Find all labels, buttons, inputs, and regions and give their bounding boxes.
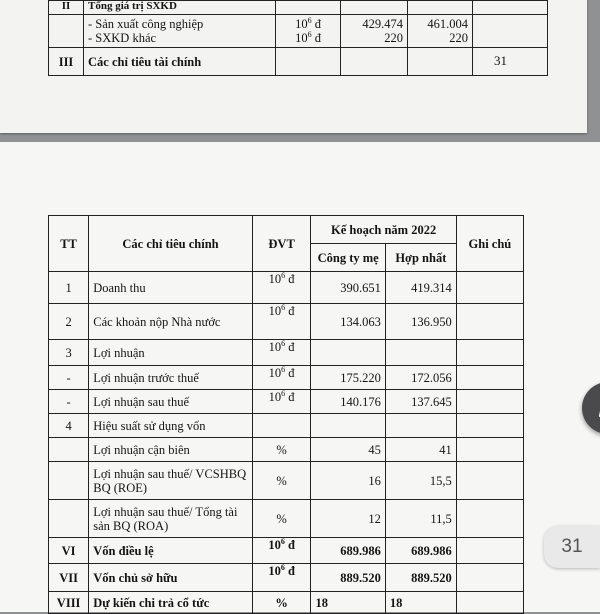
row-index	[49, 438, 89, 462]
unit-cell: $10^6$ đ	[252, 538, 311, 564]
parent-value	[311, 340, 385, 366]
row-index: -	[49, 366, 89, 390]
row-index: 4	[49, 414, 89, 438]
row-index: 1	[49, 272, 89, 304]
note-cell	[456, 592, 523, 614]
row-index: III	[49, 48, 84, 76]
note-cell	[456, 272, 523, 304]
header-consolidated: Hợp nhất	[385, 244, 456, 272]
consolidated-value: 18	[385, 592, 456, 614]
parent-value: 689.986	[311, 538, 385, 564]
table-row	[49, 500, 524, 538]
row-label-line: - Sản xuất công nghiệp	[88, 17, 204, 31]
header-note: Ghi chú	[456, 216, 523, 272]
header-parent: Công ty mẹ	[311, 244, 385, 272]
table-row	[49, 1, 548, 15]
consolidated-value: 137.645	[385, 390, 456, 414]
unit-cell: $10^6$ đ	[252, 564, 311, 592]
consolidated-value: 41	[385, 438, 456, 462]
parent-value: 16	[311, 462, 385, 500]
table-row	[49, 592, 524, 614]
unit-cell: $10^6$ đ	[252, 340, 311, 366]
value-cell: 461.004 220	[408, 15, 473, 48]
row-index: VIII	[49, 592, 89, 614]
note-cell	[456, 414, 523, 438]
financial-targets-table	[48, 215, 524, 614]
previous-page-table	[48, 0, 548, 76]
table-row	[49, 48, 548, 76]
note-cell	[456, 438, 523, 462]
header-plan: Kế hoạch năm 2022	[311, 216, 456, 244]
parent-value: 390.651	[311, 272, 385, 304]
table-row	[49, 390, 524, 414]
consolidated-value: 689.986	[385, 538, 456, 564]
row-label: Lợi nhuận sau thuế	[89, 390, 253, 414]
header-name: Các chỉ tiêu chính	[89, 216, 253, 272]
row-label: Vốn điều lệ	[89, 538, 253, 564]
parent-value: 18	[311, 592, 385, 614]
note-cell	[456, 500, 523, 538]
consolidated-value	[385, 340, 456, 366]
row-label-line: - SXKD khác	[88, 31, 157, 45]
parent-value: 889.520	[311, 564, 385, 592]
header-tt: TT	[49, 216, 89, 272]
unit-cell: %	[252, 462, 311, 500]
current-page	[0, 142, 600, 612]
unit-cell: $10^6$ đ $10^6$ đ	[276, 15, 341, 48]
row-label: Hiệu suất sử dụng vốn	[89, 414, 253, 438]
pencil-icon	[596, 396, 600, 420]
note-cell	[456, 564, 523, 592]
row-index: -	[49, 390, 89, 414]
table-body	[49, 272, 524, 614]
row-index: 2	[49, 304, 89, 340]
row-label: Lợi nhuận	[89, 340, 253, 366]
table-row	[49, 304, 524, 340]
page-number: 31	[494, 53, 507, 68]
table-row	[49, 438, 524, 462]
row-label: Lợi nhuận sau thuế/ VCSHBQ BQ (ROE)	[89, 462, 253, 500]
table-row	[49, 462, 524, 500]
note-cell	[456, 366, 523, 390]
table-row	[49, 15, 548, 48]
table-row	[49, 538, 524, 564]
row-index: VI	[49, 538, 89, 564]
parent-value: 175.220	[311, 366, 385, 390]
parent-value	[311, 414, 385, 438]
unit-cell: %	[252, 592, 311, 614]
consolidated-value: 136.950	[385, 304, 456, 340]
parent-value: 134.063	[311, 304, 385, 340]
table-row	[49, 414, 524, 438]
consolidated-value: 419.314	[385, 272, 456, 304]
note-cell	[456, 340, 523, 366]
row-label: Tổng giá trị SXKD	[84, 1, 276, 15]
previous-page	[0, 0, 587, 133]
table-header-row	[49, 216, 524, 244]
note-cell	[456, 304, 523, 340]
parent-value: 12	[311, 500, 385, 538]
value-cell: 429.474 220	[341, 15, 408, 48]
table-row	[49, 272, 524, 304]
unit-cell: %	[252, 500, 311, 538]
table-row	[49, 340, 524, 366]
unit-cell: $10^6$ đ	[252, 304, 311, 340]
note-cell	[456, 390, 523, 414]
row-index: 3	[49, 340, 89, 366]
unit-cell: $10^6$ đ	[252, 390, 311, 414]
page-indicator[interactable]: 31	[544, 526, 600, 568]
consolidated-value: 172.056	[385, 366, 456, 390]
unit-cell: %	[252, 438, 311, 462]
parent-value: 140.176	[311, 390, 385, 414]
table-row	[49, 564, 524, 592]
header-unit: ĐVT	[252, 216, 311, 272]
unit-cell	[252, 414, 311, 438]
consolidated-value: 889.520	[385, 564, 456, 592]
row-index	[49, 462, 89, 500]
row-label: Lợi nhuận sau thuế/ Tổng tài sản BQ (ROA)	[89, 500, 253, 538]
row-label: Dự kiến chi trả cổ tức	[89, 592, 253, 614]
consolidated-value: 15,5	[385, 462, 456, 500]
row-label: Các chỉ tiêu tài chính	[84, 48, 276, 76]
consolidated-value	[385, 414, 456, 438]
row-index: VII	[49, 564, 89, 592]
unit-cell: $10^6$ đ	[252, 272, 311, 304]
row-index: II	[49, 1, 84, 15]
consolidated-value: 11,5	[385, 500, 456, 538]
row-index	[49, 500, 89, 538]
row-label: Doanh thu	[89, 272, 253, 304]
row-label: Vốn chủ sở hữu	[89, 564, 253, 592]
row-label: Lợi nhuận cận biên	[89, 438, 253, 462]
parent-value: 45	[311, 438, 385, 462]
unit-cell: $10^6$ đ	[252, 366, 311, 390]
row-label	[84, 15, 276, 48]
row-label: Lợi nhuận trước thuế	[89, 366, 253, 390]
row-label: Các khoản nộp Nhà nước	[89, 304, 253, 340]
note-cell	[456, 538, 523, 564]
note-cell	[456, 462, 523, 500]
table-row	[49, 366, 524, 390]
